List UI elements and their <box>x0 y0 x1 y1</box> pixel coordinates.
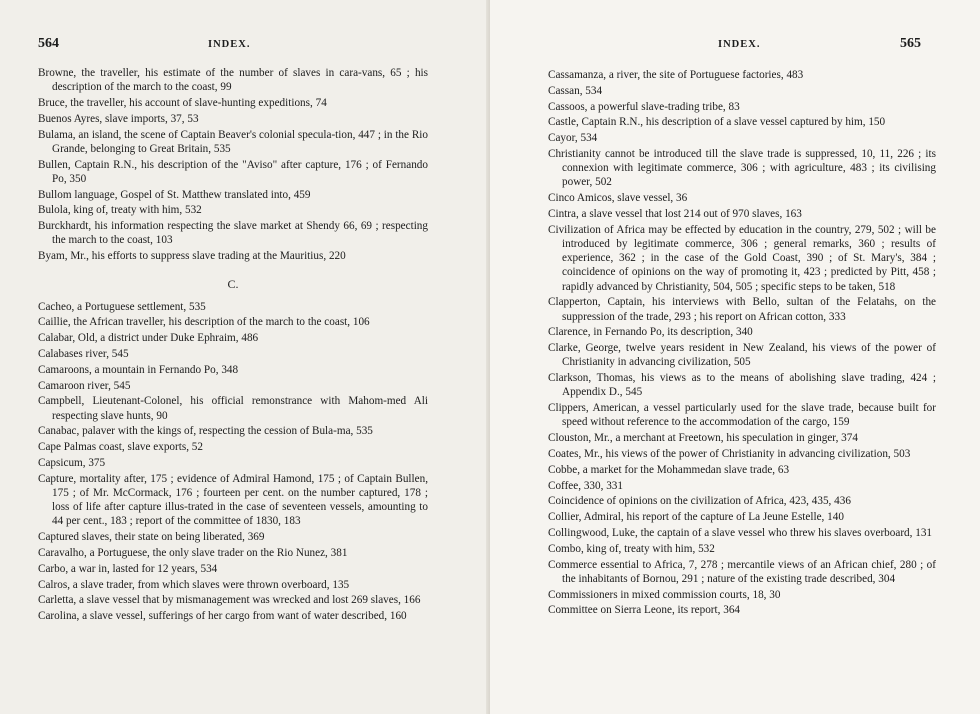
index-entry: Clapperton, Captain, his interviews with Bello, sultan of the Felatahs, on the suppression of the trade, 293 ; his report on African cotton, 333 <box>548 296 936 323</box>
index-entry: Cassan, 534 <box>548 84 603 97</box>
right-page <box>490 0 980 714</box>
index-entry: Campbell, Lieutenant-Colonel, his official remonstrance with Mahom-med Ali respecting slave hunts, 90 <box>38 395 428 422</box>
index-entry: Calros, a slave trader, from which slaves were thrown overboard, 135 <box>38 578 350 591</box>
index-entry: Carletta, a slave vessel that by mismanagement was wrecked and lost 269 slaves, 166 <box>38 594 421 607</box>
index-entry: Byam, Mr., his efforts to suppress slave trading at the Mauritius, 220 <box>38 250 346 263</box>
index-entry: Bruce, the traveller, his account of slave-hunting expeditions, 74 <box>38 97 327 109</box>
index-entry: Committee on Sierra Leone, its report, 364 <box>548 604 741 617</box>
index-entry: Capture, mortality after, 175 ; evidence of Admiral Hamond, 175 ; of Captain Bullen, 175 ; of Mr. McCormack, 176 ; fourteen per cent. on the number captured, 178 ; loss of life after capture illus-trated in the case of seventeen vessels, amounting to 44 per cent., 183 ; report of the committee of 1830, 183 <box>38 472 428 528</box>
index-entry: Clouston, Mr., a merchant at Freetown, his speculation in ginger, 374 <box>548 432 858 445</box>
index-entry: Cobbe, a market for the Mohammedan slave trade, 63 <box>548 463 790 476</box>
index-entry: Cintra, a slave vessel that lost 214 out of 970 slaves, 163 <box>548 207 802 220</box>
index-entry: Carolina, a slave vessel, sufferings of her cargo from want of water described, 160 <box>38 610 407 623</box>
index-entry: Capsicum, 375 <box>38 456 106 469</box>
index-entry: Canabac, palaver with the kings of, respecting the cession of Bula-ma, 535 <box>38 425 373 438</box>
index-entry: Bulama, an island, the scene of Captain Beaver's colonial specula-tion, 447 ; in the Rio Grande, belonging to Great Britain, 535 <box>38 128 428 155</box>
index-entry: Cape Palmas coast, slave exports, 52 <box>38 441 203 454</box>
index-entry: Coffee, 330, 331 <box>548 479 623 492</box>
index-entry: Cassamanza, a river, the site of Portuguese factories, 483 <box>548 69 804 81</box>
index-entry: Caillie, the African traveller, his description of the march to the coast, 106 <box>38 316 370 329</box>
index-entry: Combo, king of, treaty with him, 532 <box>548 542 715 555</box>
index-entry: Calabases river, 545 <box>38 347 129 360</box>
index-entry: Bulola, king of, treaty with him, 532 <box>38 204 202 217</box>
index-entry: Burckhardt, his information respecting the slave market at Shendy 66, 69 ; respecting the march to the coast, 103 <box>38 220 428 247</box>
left-running-head: INDEX. <box>208 39 251 50</box>
right-running-head: INDEX. <box>718 39 761 50</box>
index-entry: Bullom language, Gospel of St. Matthew translated into, 459 <box>38 188 311 201</box>
index-entry: Collingwood, Luke, the captain of a slave vessel who threw his slaves overboard, 131 <box>548 526 933 539</box>
index-entry: Carbo, a war in, lasted for 12 years, 534 <box>38 562 218 575</box>
index-entry: Calabar, Old, a district under Duke Ephraim, 486 <box>38 332 259 345</box>
index-entry: Cinco Amicos, slave vessel, 36 <box>548 192 688 205</box>
right-page-number: 565 <box>900 36 921 51</box>
index-entry: Browne, the traveller, his estimate of the number of slaves in cara-vans, 65 ; his description of the march to the coast, 99 <box>38 67 428 94</box>
section-letter: C. <box>227 277 239 292</box>
index-entry: Cassoos, a powerful slave-trading tribe, 83 <box>548 100 740 113</box>
index-entry: Clarke, George, twelve years resident in New Zealand, his views of the power of Christianity in advancing civilization, 505 <box>548 342 936 369</box>
index-entry: Buenos Ayres, slave imports, 37, 53 <box>38 112 199 125</box>
index-entry: Camaroons, a mountain in Fernando Po, 348 <box>38 363 239 376</box>
index-entry: Coates, Mr., his views of the power of Christianity in advancing civilization, 503 <box>548 447 911 460</box>
index-entry: Caravalho, a Portuguese, the only slave trader on the Rio Nunez, 381 <box>38 546 348 559</box>
index-entry: Cacheo, a Portuguese settlement, 535 <box>38 300 206 313</box>
index-entry: Clarkson, Thomas, his views as to the means of abolishing slave trading, 424 ; Appendix D., 545 <box>548 372 936 399</box>
left-page-number: 564 <box>38 36 59 51</box>
index-entry: Castle, Captain R.N., his description of a slave vessel captured by him, 150 <box>548 116 886 129</box>
index-entry: Bullen, Captain R.N., his description of the "Aviso" after capture, 176 ; of Fernando Po, 350 <box>38 158 428 185</box>
index-entry: Collier, Admiral, his report of the capture of La Jeune Estelle, 140 <box>548 511 844 524</box>
index-entry: Captured slaves, their state on being liberated, 369 <box>38 531 265 544</box>
right-index-entries <box>548 68 936 619</box>
index-entry: Clarence, in Fernando Po, its description, 340 <box>548 326 753 339</box>
index-entry: Clippers, American, a vessel particularly used for the slave trade, because built for speed without reference to the accommodation of the cargo, 159 <box>548 402 936 429</box>
index-entry: Coincidence of opinions on the civilization of Africa, 423, 435, 436 <box>548 495 851 508</box>
index-entry: Civilization of Africa may be effected by education in the country, 279, 502 ; will be introduced by legitimate commerce, 306 ; general remarks, 360 ; results of experience, 362 ; in the case of the Gold Coast, 390 ; of St. Mary's, 384 ; coincidence of opinions on the way of promoting it, 423 ; predicted by Pitt, 458 ; rapidly advanced by Christianity, 504, 505 ; specific steps to be taken, 518 <box>548 223 936 293</box>
index-entry: Commerce essential to Africa, 7, 278 ; mercantile views of an African chief, 280 ; of the inhabitants of Bornou, 291 ; nature of the existing trade described, 304 <box>548 558 936 585</box>
left-index-entries <box>38 66 428 625</box>
index-entry: Christianity cannot be introduced till the slave trade is suppressed, 10, 11, 226 ; its connexion with legitimate commerce, 306 ; with agriculture, 483 ; its civilising power, 502 <box>548 147 936 189</box>
index-entry: Cayor, 534 <box>548 132 598 145</box>
index-entry: Commissioners in mixed commission courts, 18, 30 <box>548 588 781 601</box>
index-entry: Camaroon river, 545 <box>38 379 131 392</box>
